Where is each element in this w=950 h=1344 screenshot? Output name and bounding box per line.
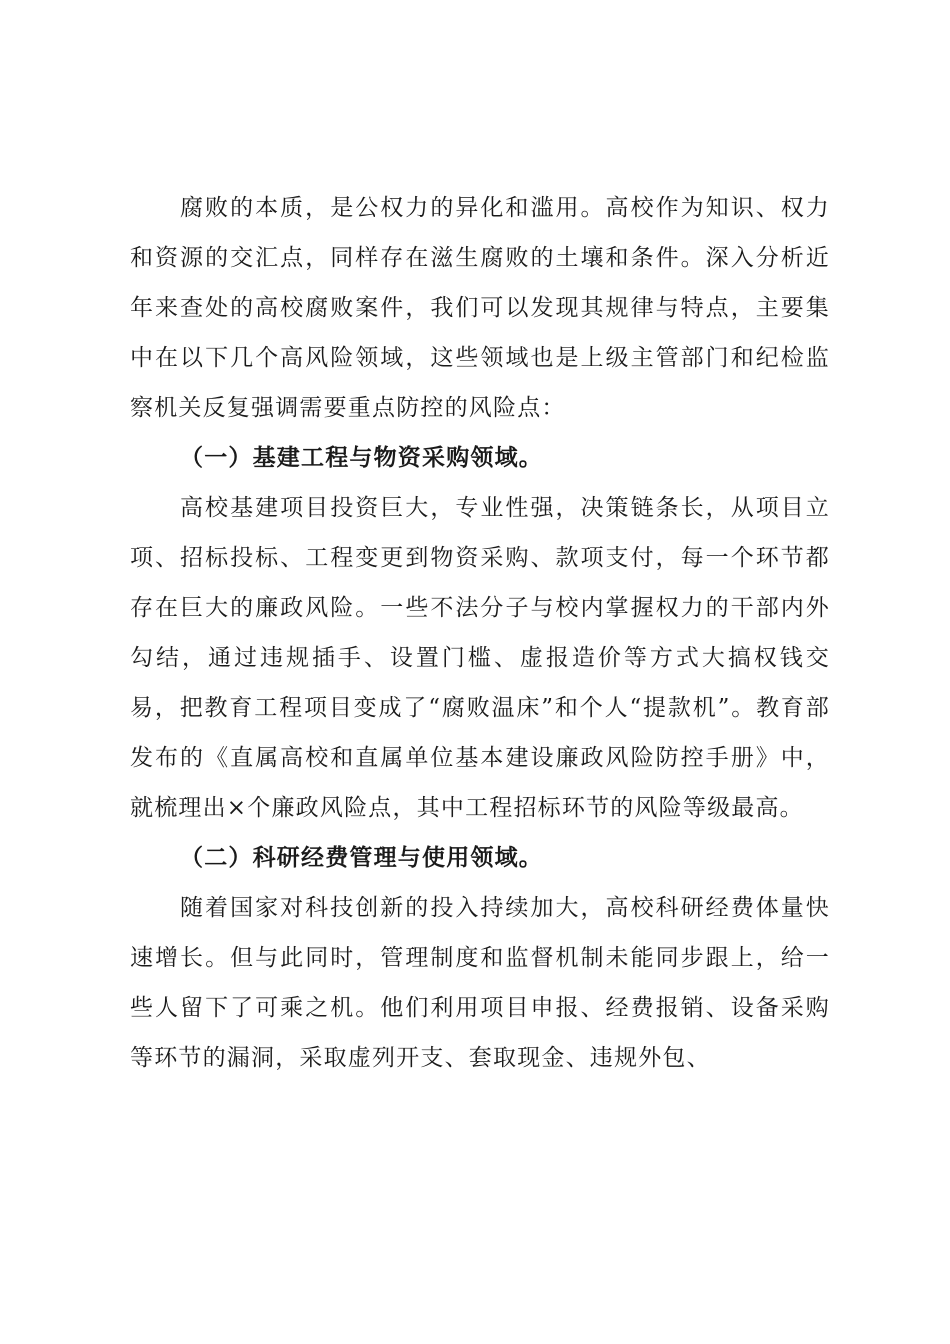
body-paragraph-1: 腐败的本质，是公权力的异化和滥用。高校作为知识、权力和资源的交汇点，同样存在滋生腐败的土壤和条件。深入分析近年来查处的高校腐败案件，我们可以发现其规律与特点，主要集中在以下几个高风险领域，这些领域也是上级主管部门和纪检监察机关反复强调需要重点防控的风险点： [130, 195, 830, 421]
body-paragraph-2: 高校基建项目投资巨大，专业性强，决策链条长，从项目立项、招标投标、工程变更到物资采购、款项支付，每一个环节都存在巨大的廉政风险。一些不法分子与校内掌握权力的干部内外勾结，通过违规插手、设置门槛、虚报造价等方式大搞权钱交易，把教育工程项目变成了“腐败温床”和个人“提款机”。教育部发布的《直属高校和直属单位基本建设廉政风险防控手册》中，就梳理出×个廉政风险点，其中工程招标环节的风险等级最高。 [130, 495, 830, 821]
section-heading-2: （二）科研经费管理与使用领域。 [180, 844, 543, 871]
document-page [130, 183, 830, 1083]
section-heading-1: （一）基建工程与物资采购领域。 [180, 444, 543, 471]
body-paragraph-3: 随着国家对科技创新的投入持续加大，高校科研经费体量快速增长。但与此同时，管理制度和监督机制未能同步跟上，给一些人留下了可乘之机。他们利用项目申报、经费报销、设备采购等环节的漏洞，采取虚列开支、套取现金、违规外包、 [130, 895, 830, 1071]
